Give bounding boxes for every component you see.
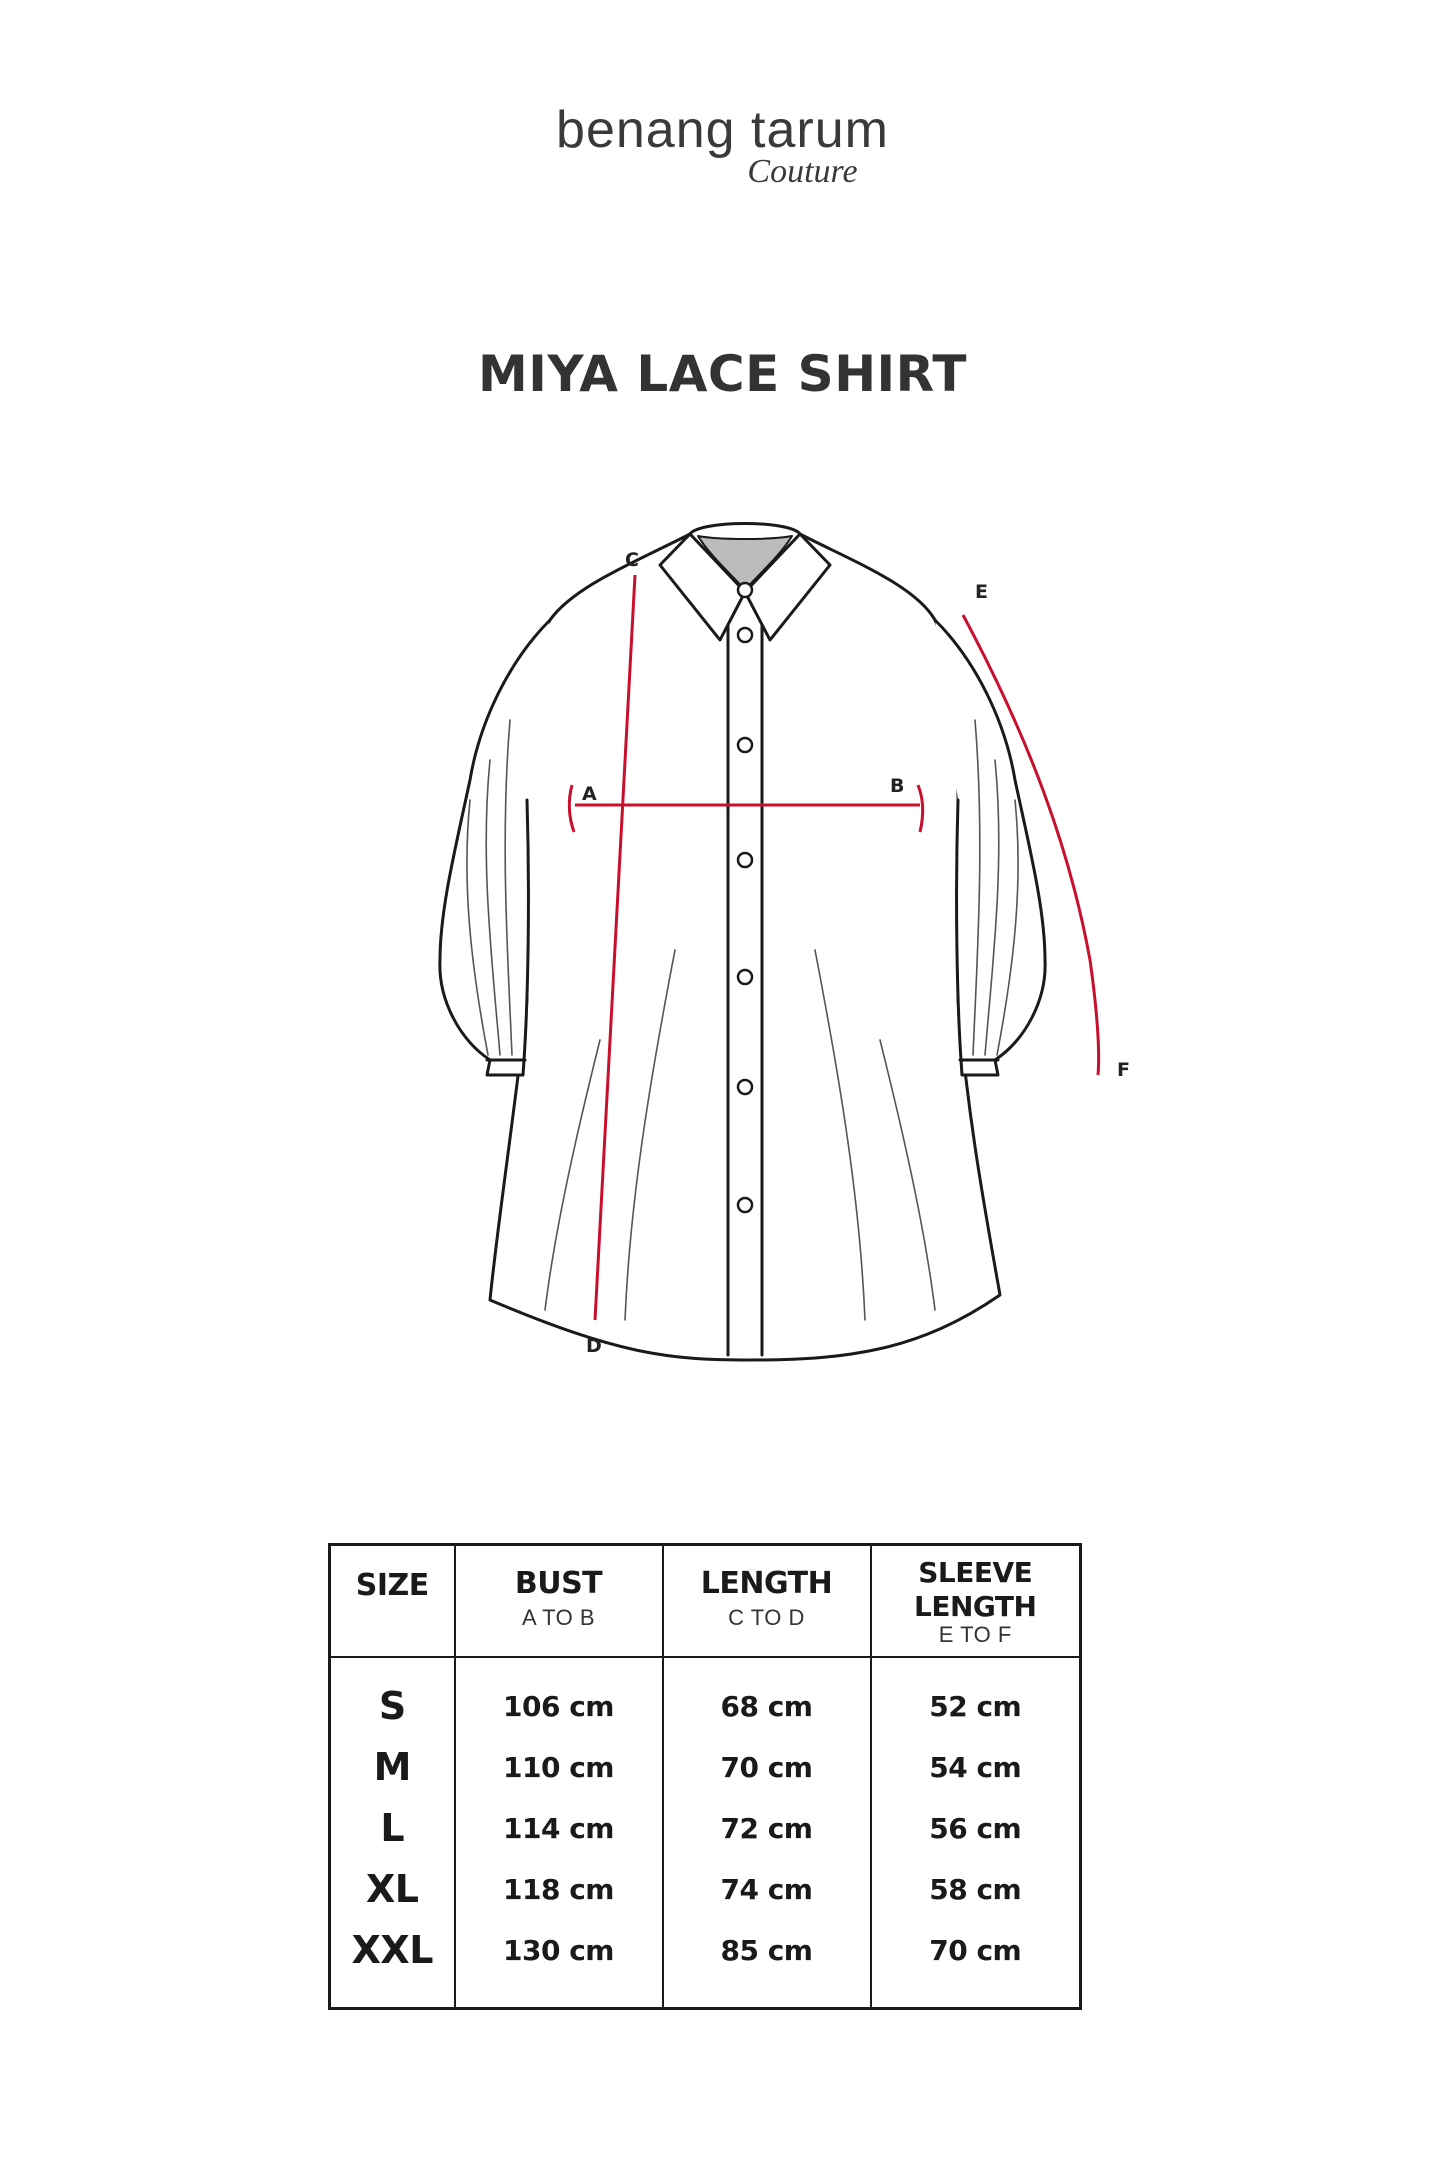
sleeve-length-value: 58 cm	[929, 1873, 1022, 1906]
length-value: 85 cm	[720, 1934, 813, 1967]
header-bust-title: BUST	[514, 1566, 603, 1601]
bust-value: 114 cm	[503, 1812, 614, 1845]
sleeve-length-value: 52 cm	[929, 1690, 1022, 1723]
header-sleeve-length-sub: E TO F	[938, 1622, 1012, 1647]
header-sleeve-line2: LENGTH	[914, 1590, 1037, 1623]
sleeve-length-value: 54 cm	[929, 1751, 1022, 1784]
brand-subline: Couture	[747, 153, 858, 190]
table-body-row	[330, 1657, 1081, 2009]
shirt-outline	[440, 524, 1045, 1361]
bust-column	[455, 1657, 663, 2009]
header-length	[663, 1545, 871, 1658]
header-sleeve-line1: SLEEVE	[918, 1556, 1033, 1589]
header-sleeve-length-title	[872, 1556, 1080, 1624]
header-sleeve-length	[871, 1545, 1081, 1658]
button	[738, 583, 752, 597]
header-bust-sub: A TO B	[521, 1605, 596, 1630]
length-value: 74 cm	[720, 1873, 813, 1906]
button	[738, 1198, 752, 1212]
bust-value: 118 cm	[503, 1873, 614, 1906]
sleeve-length-column	[871, 1657, 1081, 2009]
sleeve-length-value: 56 cm	[929, 1812, 1022, 1845]
product-title: MIYA LACE SHIRT	[477, 345, 968, 403]
table-header-row	[330, 1545, 1081, 1658]
header-size	[330, 1545, 455, 1658]
length-column	[663, 1657, 871, 2009]
size-value: S	[378, 1684, 406, 1728]
button	[738, 628, 752, 642]
sleeve-length-value: 70 cm	[929, 1934, 1022, 1967]
label-e: E	[975, 581, 988, 603]
size-value: XXL	[351, 1928, 433, 1972]
size-column	[330, 1657, 455, 2009]
header-length-title: LENGTH	[700, 1566, 833, 1601]
button	[738, 970, 752, 984]
brand-name: benang tarum	[556, 101, 889, 159]
label-b: B	[890, 775, 905, 797]
size-value: M	[373, 1745, 411, 1789]
bust-value: 130 cm	[503, 1934, 614, 1967]
size-value: L	[380, 1806, 405, 1850]
bust-value: 110 cm	[503, 1751, 614, 1784]
button	[738, 1080, 752, 1094]
length-value: 72 cm	[720, 1812, 813, 1845]
size-chart-table	[328, 1543, 1082, 2010]
length-value: 70 cm	[720, 1751, 813, 1784]
label-a: A	[582, 783, 597, 805]
label-c: C	[625, 549, 639, 571]
label-f: F	[1117, 1059, 1130, 1081]
size-value: XL	[365, 1867, 419, 1911]
button	[738, 853, 752, 867]
label-d: D	[586, 1335, 602, 1357]
header-size-title: SIZE	[355, 1568, 429, 1603]
button	[738, 738, 752, 752]
length-value: 68 cm	[720, 1690, 813, 1723]
header-length-sub: C TO D	[728, 1605, 805, 1630]
bust-value: 106 cm	[503, 1690, 614, 1723]
header-bust	[455, 1545, 663, 1658]
